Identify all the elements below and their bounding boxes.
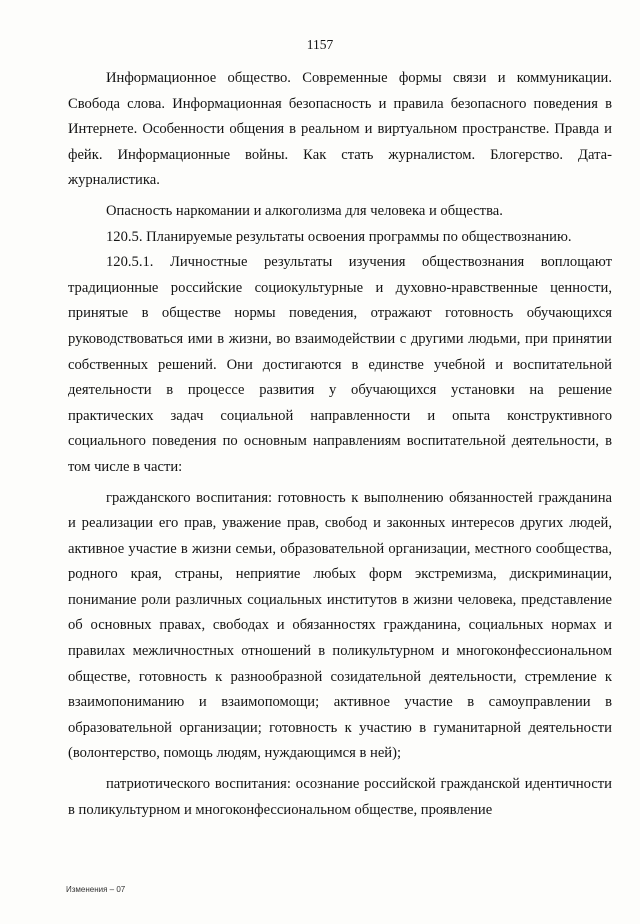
paragraph-information-society: Информационное общество. Современные формы связи и коммуникации. Свобода слова. Информационная безопасность и правила безопасного поведения в Интернете. Особенности общения в реальном и виртуальном пространстве. Правда и фейк. Информационные войны. Как стать журналистом. Блогерство. Дата-журналистика. bbox=[68, 70, 612, 189]
paragraph-drug-danger: Опасность наркомании и алкоголизма для человека и общества. bbox=[106, 202, 503, 219]
paragraph-civic-education: гражданского воспитания: готовность к выполнению обязанностей гражданина и реализации его прав, уважение прав, свобод и законных интересов других людей, активное участие в жизни семьи, образовательной организации, местного сообщества, родного края, страны, неприятие любых форм экстремизма, дискриминации, понимание роли различных социальных институтов в жизни человека, представление об основных правах, свободах и обязанностях гражданина, социальных нормах и правилах межличностных отношений в поликультурном и многоконфессиональном обществе, готовность к разнообразной созидательной деятельности, стремление к взаимопониманию и взаимопомощи; активное участие в самоуправлении в образовательной организации; готовность к участию в гуманитарной деятельности (волонтерство, помощь людям, нуждающимся в ней); bbox=[68, 489, 612, 762]
footer-revision-note: Изменения – 07 bbox=[66, 885, 126, 894]
body-text bbox=[68, 66, 612, 823]
paragraph-section-heading: 120.5. Планируемые результаты освоения программы по обществознанию. bbox=[106, 228, 572, 245]
paragraph-personal-results: 120.5.1. Личностные результаты изучения обществознания воплощают традиционные российские социокультурные и духовно-нравственные ценности, принятые в обществе нормы поведения, отражают готовность обучающихся руководствоваться ими в жизни, во взаимодействии с другими людьми, при принятии собственных решений. Они достигаются в единстве учебной и воспитательной деятельности в процессе развития у обучающихся установки на решение практических задач социальной направленности и опыта конструктивного социального поведения по основным направлениям воспитательной деятельности, в том числе в части: bbox=[68, 254, 612, 475]
paragraph-patriotic-education: патриотического воспитания: осознание российской гражданской идентичности в поликультурном и многоконфессиональном обществе, проявление bbox=[68, 776, 612, 818]
page-number: 1157 bbox=[306, 37, 334, 52]
